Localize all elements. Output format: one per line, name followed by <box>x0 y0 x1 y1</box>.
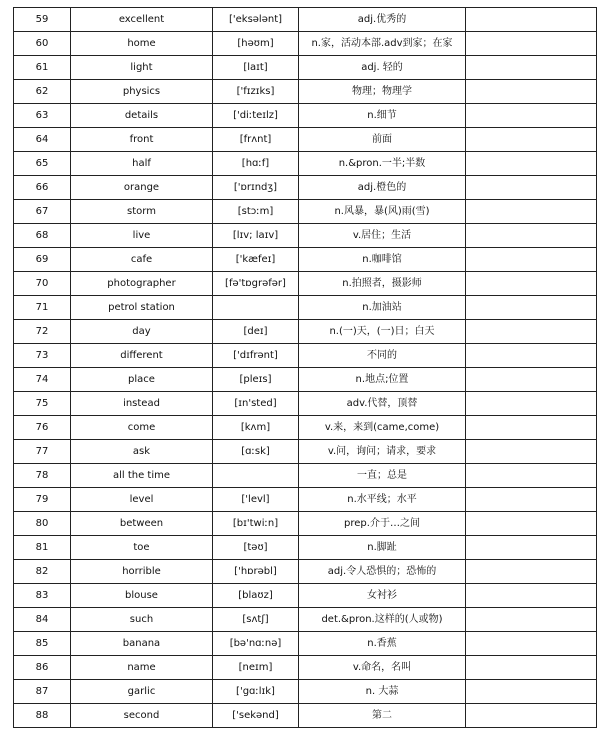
table-row <box>14 536 597 560</box>
word: such <box>71 608 213 632</box>
phonetic: [lɪv; laɪv] <box>213 224 299 248</box>
word: day <box>71 320 213 344</box>
word: banana <box>71 632 213 656</box>
phonetic: ['dɪfrənt] <box>213 344 299 368</box>
word: half <box>71 152 213 176</box>
row-number: 71 <box>14 296 71 320</box>
blank-cell <box>466 296 597 320</box>
phonetic: [hɑːf] <box>213 152 299 176</box>
blank-cell <box>466 512 597 536</box>
phonetic: [pleɪs] <box>213 368 299 392</box>
meaning: n.地点;位置 <box>299 368 466 392</box>
phonetic: ['levl] <box>213 488 299 512</box>
word: instead <box>71 392 213 416</box>
phonetic: [neɪm] <box>213 656 299 680</box>
blank-cell <box>466 152 597 176</box>
row-number: 74 <box>14 368 71 392</box>
table-row <box>14 176 597 200</box>
row-number: 73 <box>14 344 71 368</box>
blank-cell <box>466 656 597 680</box>
meaning: n.咖啡馆 <box>299 248 466 272</box>
word: name <box>71 656 213 680</box>
row-number: 82 <box>14 560 71 584</box>
table-row <box>14 200 597 224</box>
phonetic: [ɑːsk] <box>213 440 299 464</box>
word: physics <box>71 80 213 104</box>
meaning: v.居住；生活 <box>299 224 466 248</box>
meaning: n.香蕉 <box>299 632 466 656</box>
blank-cell <box>466 320 597 344</box>
table-row <box>14 464 597 488</box>
meaning: n.&pron.一半;半数 <box>299 152 466 176</box>
table-row <box>14 608 597 632</box>
row-number: 78 <box>14 464 71 488</box>
meaning: n.(一)天，(一)日；白天 <box>299 320 466 344</box>
table-row <box>14 392 597 416</box>
row-number: 85 <box>14 632 71 656</box>
phonetic: ['kæfeɪ] <box>213 248 299 272</box>
row-number: 61 <box>14 56 71 80</box>
row-number: 60 <box>14 32 71 56</box>
row-number: 76 <box>14 416 71 440</box>
meaning: adj.令人恐惧的；恐怖的 <box>299 560 466 584</box>
meaning: adj. 轻的 <box>299 56 466 80</box>
phonetic: [frʌnt] <box>213 128 299 152</box>
phonetic: ['gɑːlɪk] <box>213 680 299 704</box>
vocabulary-table-body <box>14 8 597 728</box>
blank-cell <box>466 104 597 128</box>
row-number: 87 <box>14 680 71 704</box>
blank-cell <box>466 608 597 632</box>
word: live <box>71 224 213 248</box>
phonetic: [kʌm] <box>213 416 299 440</box>
phonetic: ['sekənd] <box>213 704 299 728</box>
phonetic: [həʊm] <box>213 32 299 56</box>
phonetic: ['fɪzɪks] <box>213 80 299 104</box>
phonetic: [laɪt] <box>213 56 299 80</box>
word: horrible <box>71 560 213 584</box>
word: details <box>71 104 213 128</box>
meaning: 第二 <box>299 704 466 728</box>
meaning: v.命名，名叫 <box>299 656 466 680</box>
phonetic: [bə'nɑːnə] <box>213 632 299 656</box>
phonetic: ['hɒrəbl] <box>213 560 299 584</box>
word: different <box>71 344 213 368</box>
phonetic: [stɔːm] <box>213 200 299 224</box>
blank-cell <box>466 176 597 200</box>
word: second <box>71 704 213 728</box>
table-row <box>14 680 597 704</box>
table-row <box>14 272 597 296</box>
word: blouse <box>71 584 213 608</box>
table-row <box>14 368 597 392</box>
table-row <box>14 416 597 440</box>
phonetic: [blaʊz] <box>213 584 299 608</box>
row-number: 80 <box>14 512 71 536</box>
blank-cell <box>466 536 597 560</box>
table-row <box>14 296 597 320</box>
table-row <box>14 80 597 104</box>
phonetic <box>213 464 299 488</box>
meaning: adj.优秀的 <box>299 8 466 32</box>
word: ask <box>71 440 213 464</box>
row-number: 83 <box>14 584 71 608</box>
table-row <box>14 560 597 584</box>
row-number: 79 <box>14 488 71 512</box>
meaning: 物理；物理学 <box>299 80 466 104</box>
blank-cell <box>466 584 597 608</box>
phonetic: [sʌtʃ] <box>213 608 299 632</box>
blank-cell <box>466 488 597 512</box>
table-row <box>14 32 597 56</box>
meaning: n.脚趾 <box>299 536 466 560</box>
row-number: 88 <box>14 704 71 728</box>
table-row <box>14 224 597 248</box>
table-row <box>14 440 597 464</box>
row-number: 63 <box>14 104 71 128</box>
table-row <box>14 128 597 152</box>
blank-cell <box>466 128 597 152</box>
meaning: adv.代替，顶替 <box>299 392 466 416</box>
blank-cell <box>466 8 597 32</box>
word: excellent <box>71 8 213 32</box>
meaning: 前面 <box>299 128 466 152</box>
meaning: n.家，活动本部.adv到家；在家 <box>299 32 466 56</box>
word: photographer <box>71 272 213 296</box>
table-row <box>14 584 597 608</box>
word: home <box>71 32 213 56</box>
word: garlic <box>71 680 213 704</box>
word: between <box>71 512 213 536</box>
table-row <box>14 344 597 368</box>
row-number: 62 <box>14 80 71 104</box>
meaning: 一直；总是 <box>299 464 466 488</box>
phonetic: ['diːteɪlz] <box>213 104 299 128</box>
word: toe <box>71 536 213 560</box>
table-row <box>14 704 597 728</box>
word: storm <box>71 200 213 224</box>
blank-cell <box>466 464 597 488</box>
meaning: v.问，询问；请求，要求 <box>299 440 466 464</box>
row-number: 65 <box>14 152 71 176</box>
word: come <box>71 416 213 440</box>
table-row <box>14 104 597 128</box>
table-row <box>14 320 597 344</box>
blank-cell <box>466 272 597 296</box>
word: petrol station <box>71 296 213 320</box>
row-number: 72 <box>14 320 71 344</box>
meaning: prep.介于…之间 <box>299 512 466 536</box>
blank-cell <box>466 56 597 80</box>
phonetic: [fə'tɒgrəfər] <box>213 272 299 296</box>
row-number: 75 <box>14 392 71 416</box>
blank-cell <box>466 392 597 416</box>
table-row <box>14 632 597 656</box>
row-number: 77 <box>14 440 71 464</box>
meaning: adj.橙色的 <box>299 176 466 200</box>
table-row <box>14 656 597 680</box>
blank-cell <box>466 704 597 728</box>
table-row <box>14 512 597 536</box>
word: all the time <box>71 464 213 488</box>
meaning: det.&pron.这样的(人或物) <box>299 608 466 632</box>
meaning: n. 大蒜 <box>299 680 466 704</box>
meaning: v.来，来到(came,come) <box>299 416 466 440</box>
row-number: 69 <box>14 248 71 272</box>
meaning: n.风暴，暴(风)雨(雪) <box>299 200 466 224</box>
row-number: 84 <box>14 608 71 632</box>
blank-cell <box>466 248 597 272</box>
blank-cell <box>466 560 597 584</box>
blank-cell <box>466 368 597 392</box>
phonetic: [bɪ'twiːn] <box>213 512 299 536</box>
row-number: 66 <box>14 176 71 200</box>
meaning: n.拍照者，摄影师 <box>299 272 466 296</box>
meaning: n.水平线；水平 <box>299 488 466 512</box>
table-row <box>14 56 597 80</box>
phonetic: [deɪ] <box>213 320 299 344</box>
row-number: 81 <box>14 536 71 560</box>
word: light <box>71 56 213 80</box>
meaning: 女衬衫 <box>299 584 466 608</box>
row-number: 67 <box>14 200 71 224</box>
row-number: 59 <box>14 8 71 32</box>
blank-cell <box>466 80 597 104</box>
blank-cell <box>466 224 597 248</box>
word: place <box>71 368 213 392</box>
table-row <box>14 8 597 32</box>
meaning: n.加油站 <box>299 296 466 320</box>
table-row <box>14 248 597 272</box>
row-number: 70 <box>14 272 71 296</box>
blank-cell <box>466 200 597 224</box>
row-number: 68 <box>14 224 71 248</box>
meaning: 不同的 <box>299 344 466 368</box>
table-row <box>14 152 597 176</box>
word: level <box>71 488 213 512</box>
row-number: 86 <box>14 656 71 680</box>
blank-cell <box>466 344 597 368</box>
blank-cell <box>466 632 597 656</box>
word: cafe <box>71 248 213 272</box>
blank-cell <box>466 440 597 464</box>
row-number: 64 <box>14 128 71 152</box>
blank-cell <box>466 680 597 704</box>
phonetic <box>213 296 299 320</box>
phonetic: ['eksələnt] <box>213 8 299 32</box>
table-row <box>14 488 597 512</box>
phonetic: [təʊ] <box>213 536 299 560</box>
meaning: n.细节 <box>299 104 466 128</box>
blank-cell <box>466 32 597 56</box>
phonetic: [ɪn'sted] <box>213 392 299 416</box>
word: front <box>71 128 213 152</box>
vocabulary-table <box>13 7 597 728</box>
blank-cell <box>466 416 597 440</box>
phonetic: ['ɒrɪndʒ] <box>213 176 299 200</box>
word: orange <box>71 176 213 200</box>
